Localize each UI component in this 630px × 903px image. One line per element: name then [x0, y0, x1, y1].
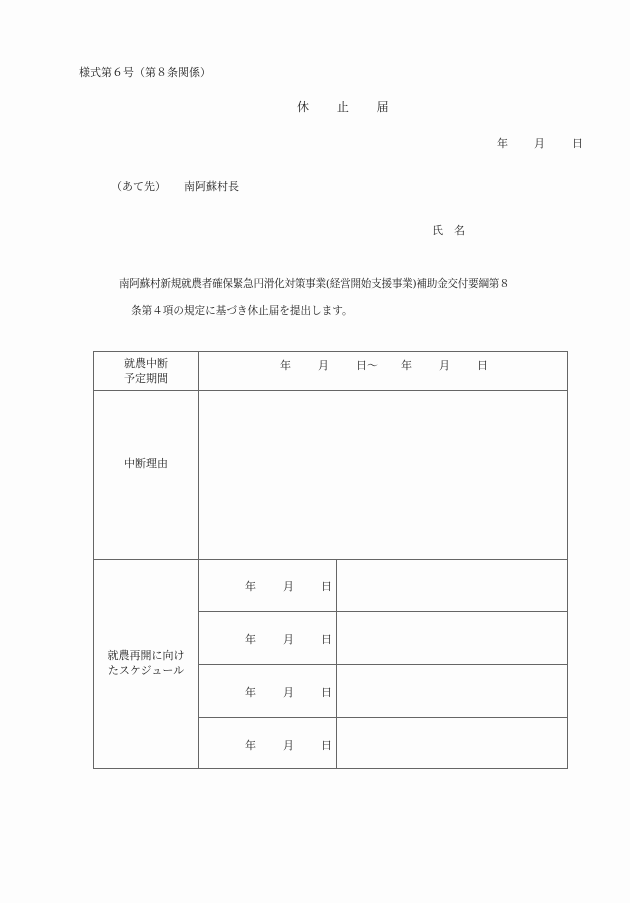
body-text-line-1: 南阿蘇村新規就農者確保緊急円滑化対策事業(経営開始支援事業)補助金交付要綱第８: [119, 278, 510, 290]
schedule-date-4[interactable]: 年 月 日: [245, 739, 332, 752]
schedule-content-4[interactable]: [337, 718, 567, 768]
addressee-name: 南阿蘇村長: [184, 180, 239, 193]
reason-input[interactable]: [199, 391, 567, 559]
schedule-content-3[interactable]: [337, 665, 567, 717]
date-year: 年: [497, 137, 508, 150]
schedule-date-2[interactable]: 年 月 日: [245, 633, 332, 646]
reason-label: 中断理由: [124, 457, 168, 470]
addressee-label: （あて先）: [111, 180, 166, 193]
schedule-content-2[interactable]: [337, 612, 567, 664]
body-text-line-2: 条第４項の規定に基づき休止届を提出します。: [131, 305, 353, 317]
submission-date: [497, 135, 583, 151]
addressee-line: [111, 178, 239, 194]
date-month: 月: [534, 137, 545, 150]
schedule-date-3[interactable]: 年 月 日: [245, 686, 332, 699]
date-day: 日: [572, 137, 583, 150]
period-label: 就農中断 予定期間: [124, 357, 168, 385]
suspension-form-table: [93, 351, 568, 769]
period-input[interactable]: 年 月 日～ 年 月 日: [280, 359, 488, 372]
schedule-date-1[interactable]: 年 月 日: [245, 580, 332, 593]
schedule-label: 就農再開に向け たスケジュール: [107, 649, 185, 677]
applicant-name-label: 氏 名: [432, 224, 465, 237]
document-title: 休 止 届: [297, 100, 401, 114]
form-number: 様式第６号（第８条関係）: [79, 66, 211, 79]
schedule-content-1[interactable]: [337, 560, 567, 611]
